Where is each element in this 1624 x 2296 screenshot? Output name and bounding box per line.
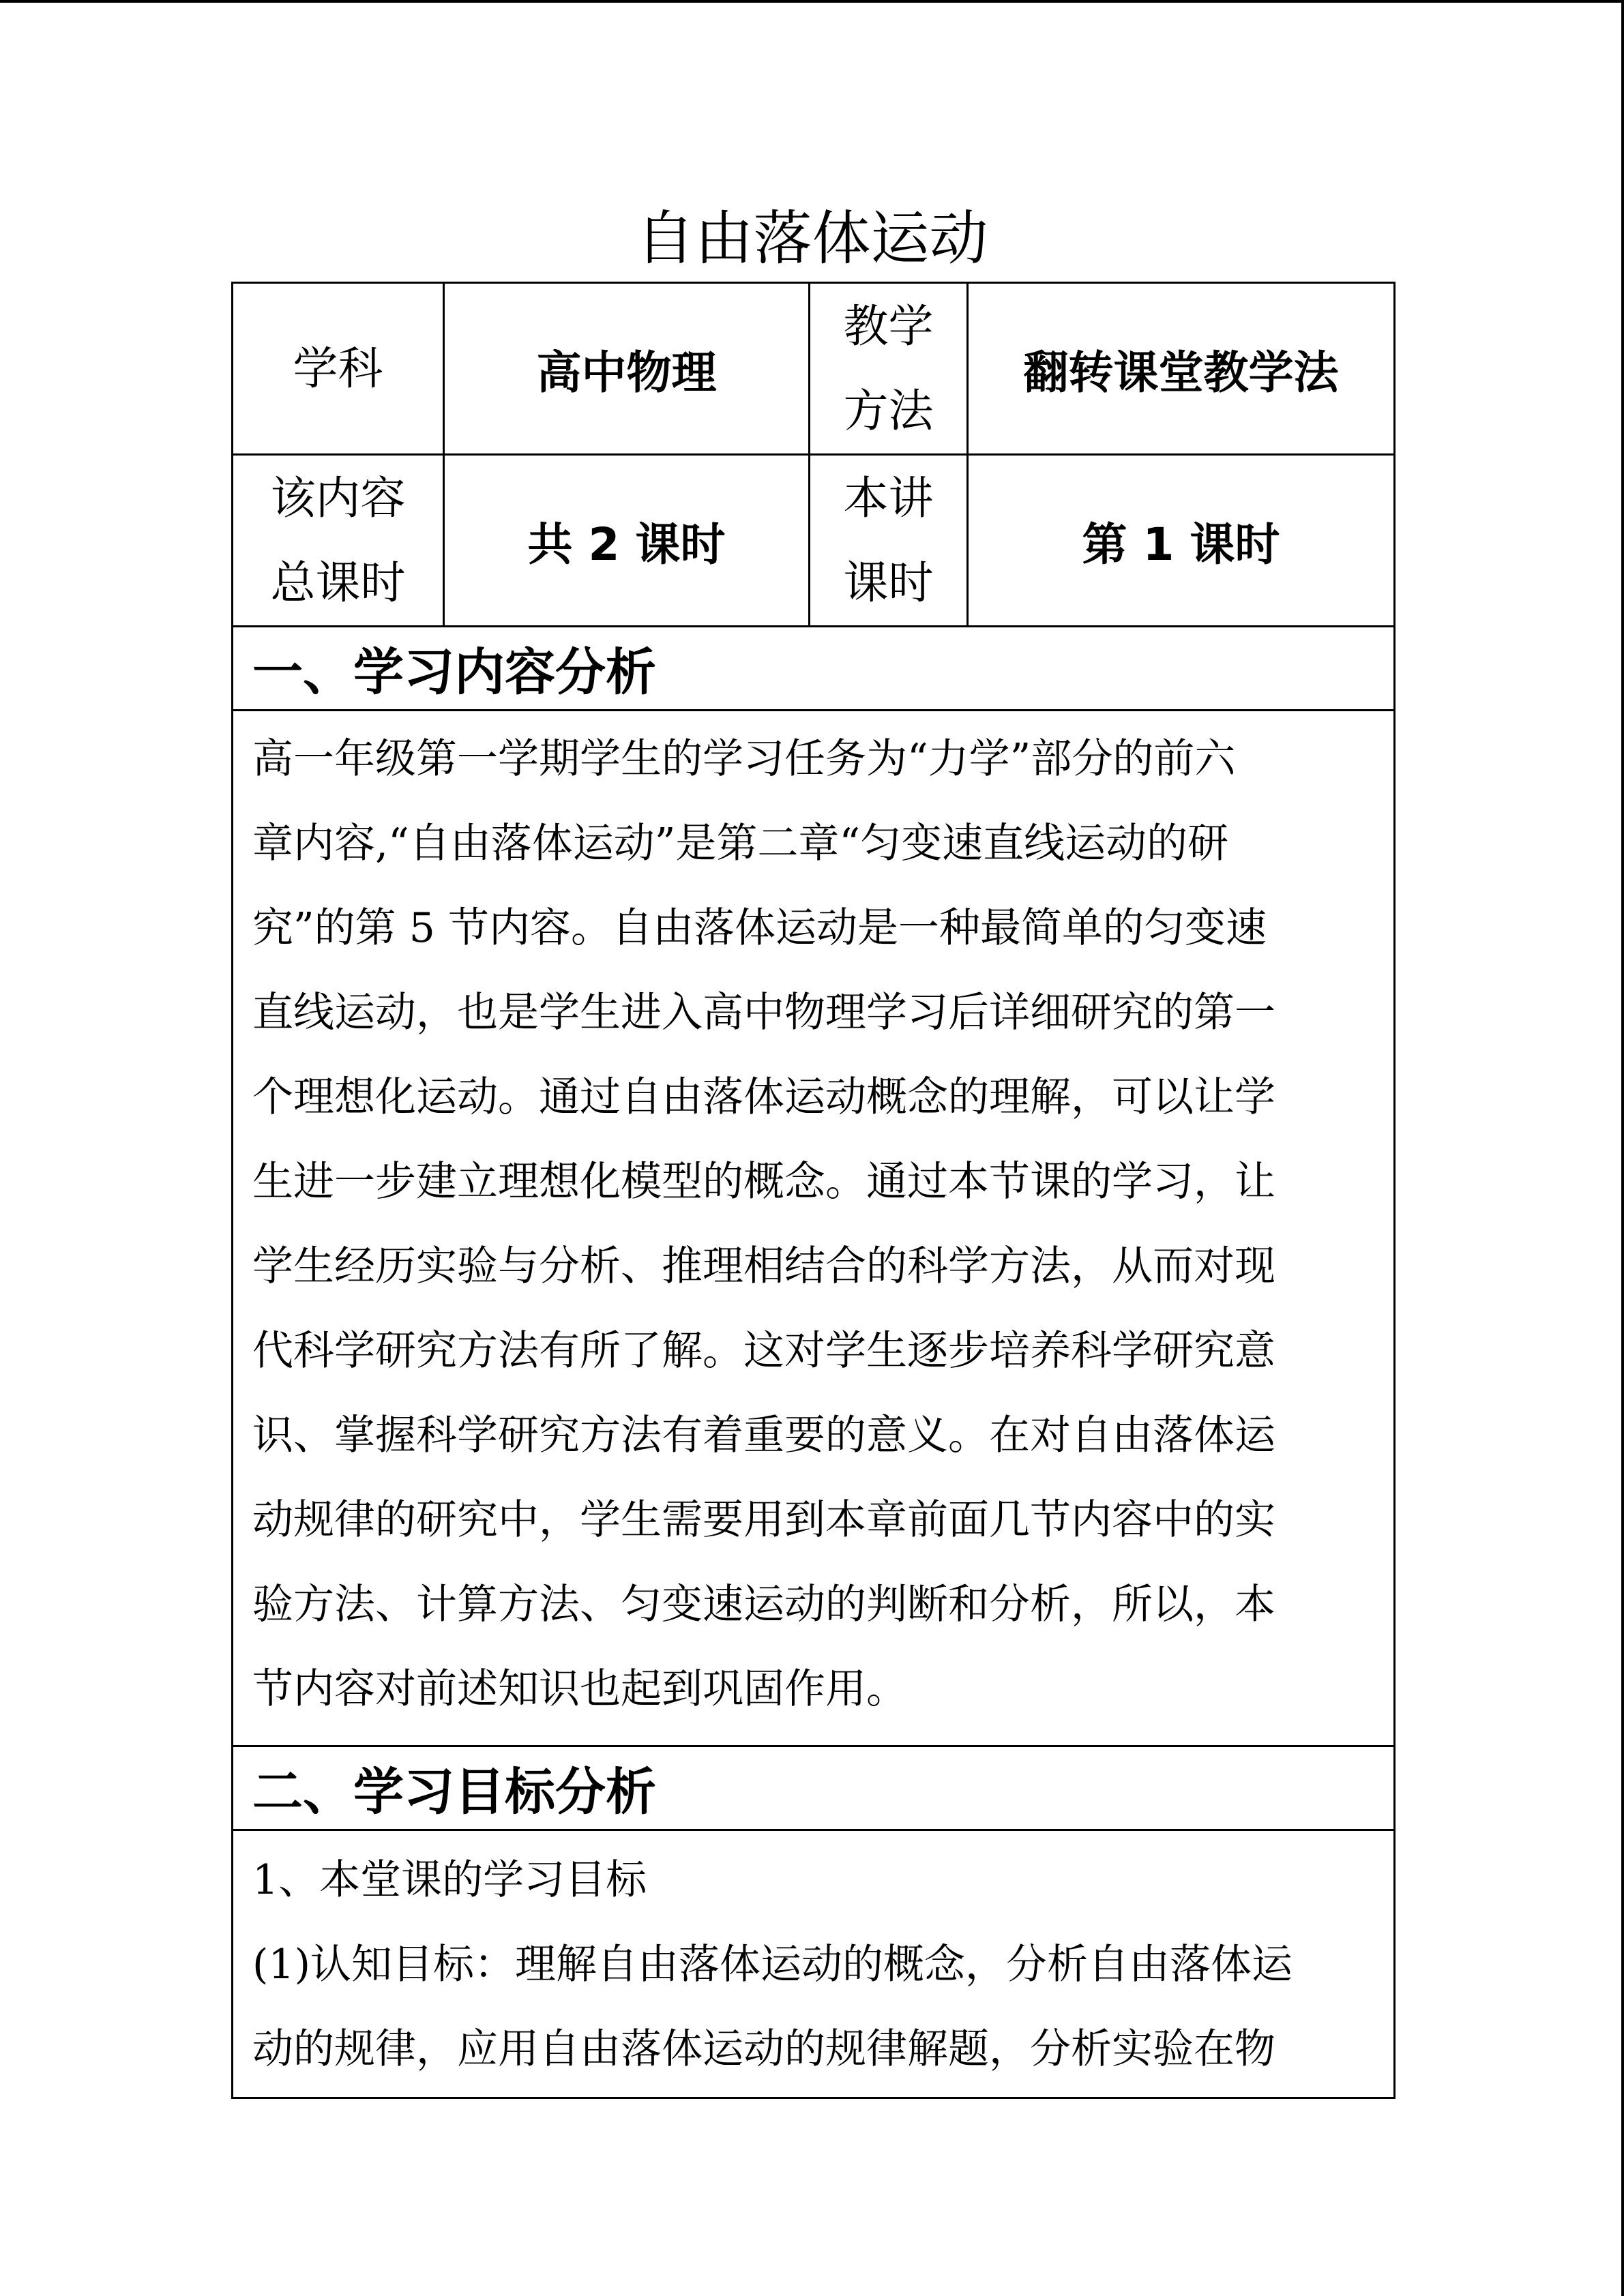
section1-heading-row [233,627,1395,711]
method-label-cell [810,283,968,455]
lesson-hour-label-cell [810,455,968,627]
lesson-hour-label-line2: 课时 [843,556,934,609]
total-hours-label-cell [233,455,444,627]
section1-line: 生进一步建立理想化模型的概念。通过本节课的学习，让 [252,1158,1275,1206]
lesson-hour-label-line1: 本讲 [843,471,934,524]
total-hours-label-line1: 该内容 [270,471,406,524]
section1-line: 个理想化运动。通过自由落体运动概念的理解，可以让学 [252,1073,1275,1121]
section2-body-row [233,1830,1395,2098]
subject-value: 高中物理 [536,346,717,399]
document-title: 自由落体运动 [636,205,988,273]
section2-line: 1、本堂课的学习目标 [252,1856,647,1904]
section1-heading: 一、学习内容分析 [233,627,1395,711]
section1-line: 直线运动，也是学生进入高中物理学习后详细研究的第一 [252,989,1275,1037]
lesson-plan-table [231,282,1396,2099]
page-border-top [0,0,1624,3]
page-border-right [1621,0,1624,2296]
lesson-hour-value-cell [968,455,1395,627]
section1-line: 识、掌握科学研究方法有着重要的意义。在对自由落体运 [252,1412,1275,1459]
lesson-hour-value: 第 1 课时 [1082,518,1280,571]
section1-line: 节内容对前述知识也起到巩固作用。 [252,1665,907,1713]
total-hours-label-line2: 总课时 [270,556,406,609]
section1-line: 学生经历实验与分析、推理相结合的科学方法，从而对现 [252,1242,1275,1290]
section1-line: 验方法、计算方法、匀变速运动的判断和分析，所以，本 [252,1581,1275,1628]
header-row-hours [233,455,1395,627]
section1-line: 高一年级第一学期学生的学习任务为“力学”部分的前六 [252,735,1236,783]
total-hours-value-cell [444,455,810,627]
section2-line: 动的规律，应用自由落体运动的规律解题，分析实验在物 [252,2025,1275,2073]
section2-heading: 二、学习目标分析 [233,1746,1395,1830]
method-label-line1: 教学 [843,299,934,353]
header-row-subject [233,283,1395,455]
section1-line: 动规律的研究中，学生需要用到本章前面几节内容中的实 [252,1496,1275,1544]
subject-value-cell [444,283,810,455]
section1-body-row [233,711,1395,1746]
method-value: 翻转课堂教学法 [1023,346,1339,399]
section2-line: (1)认知目标：理解自由落体运动的概念，分析自由落体运 [252,1941,1293,1988]
section1-body [233,711,1395,1746]
method-value-cell [968,283,1395,455]
section1-line: 代科学研究方法有所了解。这对学生逐步培养科学研究意 [252,1327,1275,1375]
subject-label: 学科 [293,342,383,395]
section1-line: 章内容,“自由落体运动”是第二章“匀变速直线运动的研 [252,820,1229,867]
section2-heading-row [233,1746,1395,1830]
total-hours-value: 共 2 课时 [527,518,726,571]
section2-body [233,1830,1395,2098]
method-label-line2: 方法 [843,384,934,437]
section1-line: 究”的第 5 节内容。自由落体运动是一种最简单的匀变速 [252,904,1267,952]
subject-label-cell [233,283,444,455]
